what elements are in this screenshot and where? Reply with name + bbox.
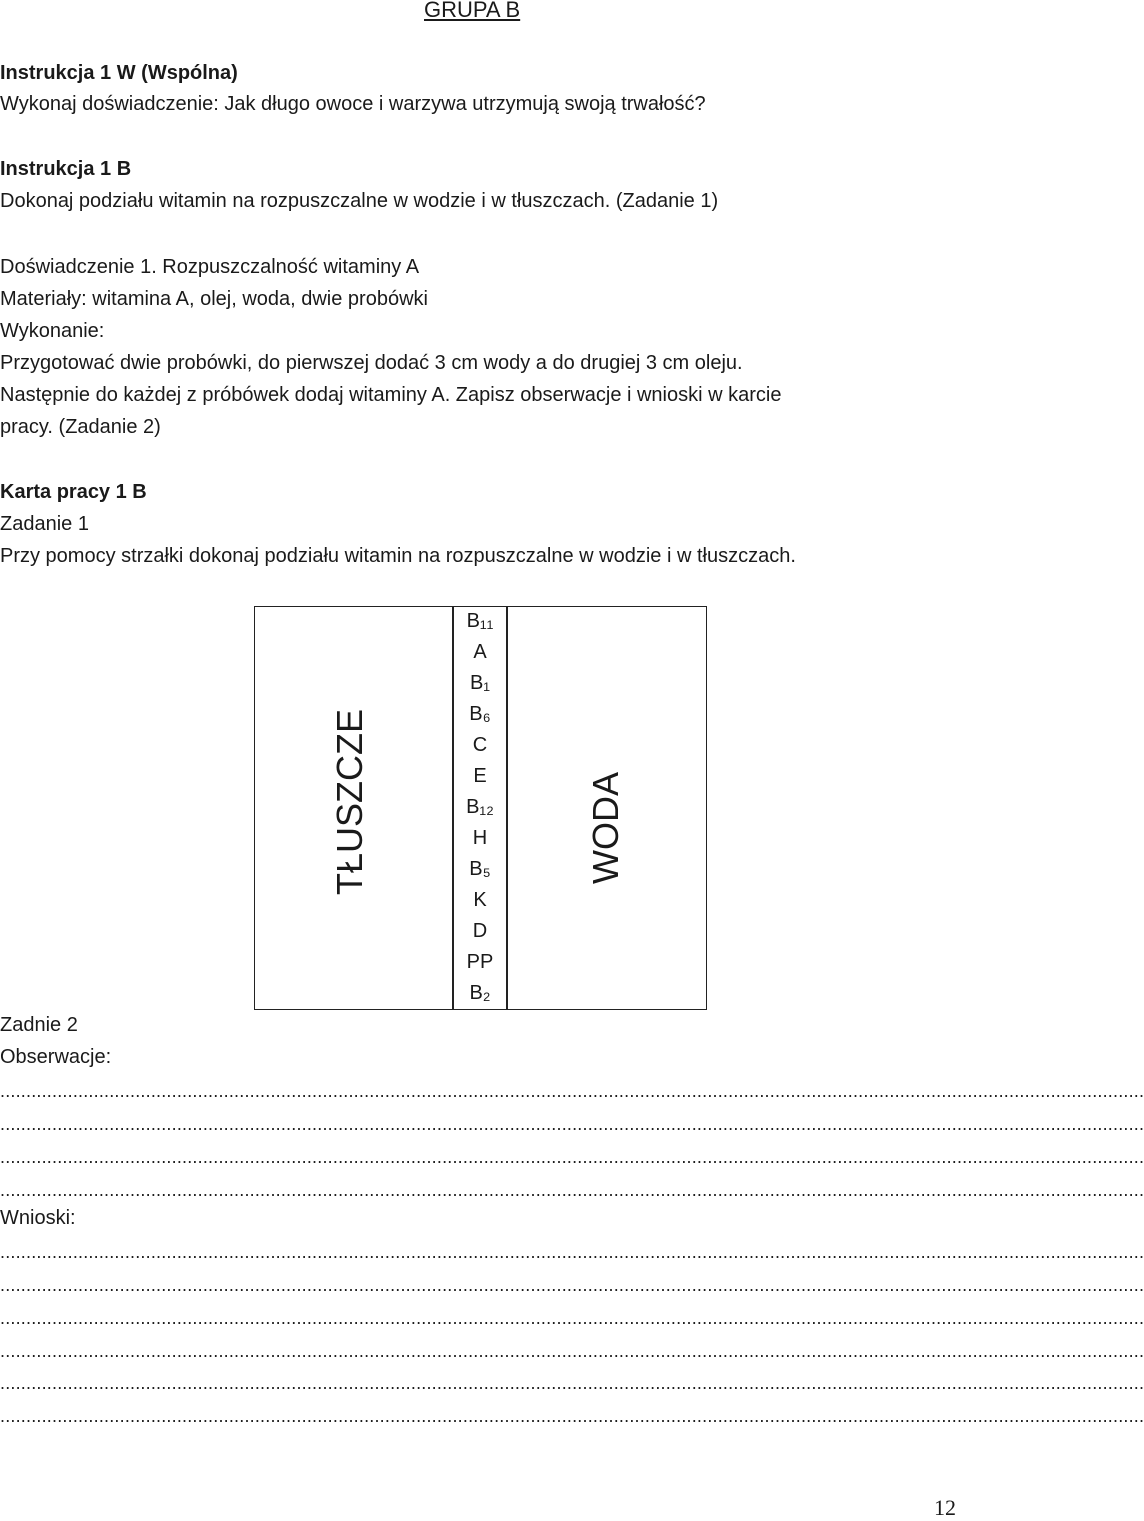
- worksheet-title: Karta pracy 1 B: [0, 481, 147, 503]
- observation-answer-line[interactable]: ............................................................................................................................................................................................................................: [0, 1081, 1144, 1101]
- conclusion-answer-line[interactable]: ............................................................................................................................................................................................................................: [0, 1373, 1144, 1393]
- vitamin-item[interactable]: B₁₁: [466, 610, 494, 632]
- experiment-line: Następnie do każdej z próbówek dodaj witaminy A. Zapisz obserwacje i wnioski w karcie: [0, 384, 782, 406]
- vitamin-item[interactable]: B₂: [469, 982, 491, 1004]
- observations-label: Obserwacje:: [0, 1046, 112, 1068]
- task-1-text: Przy pomocy strzałki dokonaj podziału witamin na rozpuszczalne w wodzie i w tłuszczach.: [0, 545, 796, 567]
- page-number: 12: [934, 1495, 956, 1520]
- instruction-2-title: Instrukcja 1 B: [0, 158, 132, 180]
- vitamin-item[interactable]: B₅: [469, 858, 491, 880]
- vitamin-item[interactable]: E: [473, 765, 487, 787]
- vitamin-item[interactable]: A: [473, 641, 487, 663]
- task-2-label: Zadnie 2: [0, 1014, 78, 1036]
- experiment-line: pracy. (Zadanie 2): [0, 416, 161, 438]
- vitamin-item[interactable]: PP: [466, 951, 494, 973]
- conclusion-answer-line[interactable]: ............................................................................................................................................................................................................................: [0, 1341, 1144, 1361]
- experiment-line: Przygotować dwie probówki, do pierwszej dodać 3 cm wody a do drugiej 3 cm oleju.: [0, 352, 743, 374]
- group-heading: GRUPA B: [424, 0, 521, 22]
- water-label: WODA: [585, 772, 626, 884]
- instruction-2-text: Dokonaj podziału witamin na rozpuszczalne w wodzie i w tłuszczach. (Zadanie 1): [0, 190, 719, 212]
- instruction-1-text: Wykonaj doświadczenie: Jak długo owoce i warzywa utrzymują swoją trwałość?: [0, 93, 706, 115]
- conclusion-answer-line[interactable]: ............................................................................................................................................................................................................................: [0, 1242, 1144, 1262]
- vitamin-item[interactable]: H: [472, 827, 488, 849]
- conclusions-label: Wnioski:: [0, 1207, 76, 1229]
- vitamin-item[interactable]: K: [473, 889, 487, 911]
- conclusion-answer-line[interactable]: ............................................................................................................................................................................................................................: [0, 1308, 1144, 1328]
- fat-label: TŁUSZCZE: [329, 708, 370, 895]
- conclusion-answer-line[interactable]: ............................................................................................................................................................................................................................: [0, 1406, 1144, 1426]
- vitamin-item[interactable]: D: [472, 920, 488, 942]
- observation-answer-line[interactable]: ............................................................................................................................................................................................................................: [0, 1180, 1144, 1200]
- experiment-execution-label: Wykonanie:: [0, 320, 105, 342]
- task-1-label: Zadanie 1: [0, 513, 89, 535]
- vitamin-item[interactable]: C: [472, 734, 488, 756]
- observation-answer-line[interactable]: ............................................................................................................................................................................................................................: [0, 1114, 1144, 1134]
- observation-answer-line[interactable]: ............................................................................................................................................................................................................................: [0, 1147, 1144, 1167]
- vitamin-item[interactable]: B₆: [469, 703, 491, 725]
- vitamin-item[interactable]: B₁₂: [466, 796, 494, 818]
- instruction-1-title: Instrukcja 1 W (Wspólna): [0, 62, 238, 84]
- experiment-title: Doświadczenie 1. Rozpuszczalność witaminy A: [0, 256, 420, 278]
- vitamin-item[interactable]: B₁: [469, 672, 491, 694]
- experiment-materials: Materiały: witamina A, olej, woda, dwie probówki: [0, 288, 428, 310]
- conclusion-answer-line[interactable]: ............................................................................................................................................................................................................................: [0, 1275, 1144, 1295]
